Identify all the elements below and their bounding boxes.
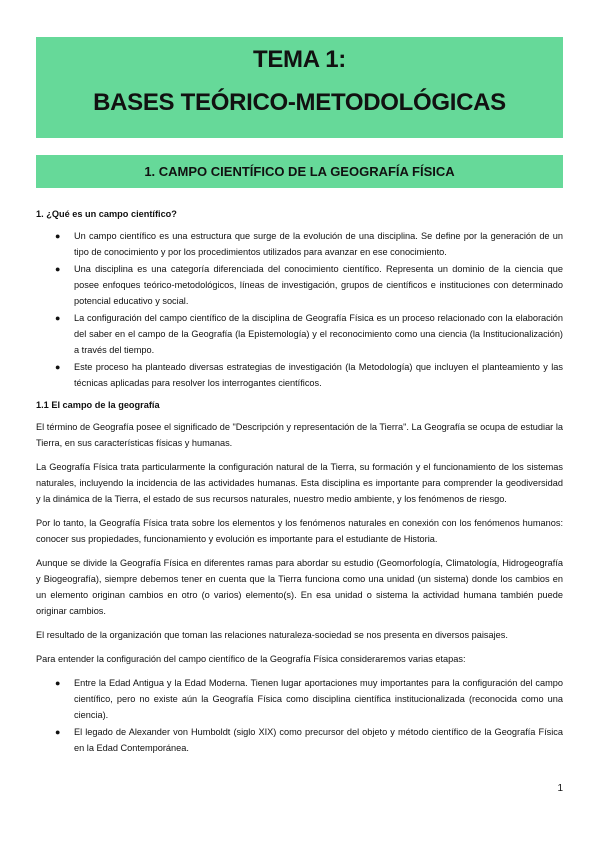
title-line-1: TEMA 1: — [252, 46, 346, 73]
document-body — [36, 206, 563, 762]
title-line-2: BASES TEÓRICO-METODOLÓGICAS — [93, 89, 506, 116]
paragraph: Para entender la configuración del campo científico de la Geografía Física consideraremos varias etapas: — [36, 654, 466, 664]
paragraph: Por lo tanto, la Geografía Física trata sobre los elementos y los fenómenos naturales en conexión con los fenómenos humanos: conocer sus propiedades, funcionamiento y evolución es importante para el estudiante de Historia. — [36, 518, 563, 544]
paragraph: El término de Geografía posee el significado de "Descripción y representación de la Tierra". La Geografía se ocupa de estudiar la Tierra, en sus características físicas y humanas. — [36, 422, 563, 448]
paragraph: La Geografía Física trata particularmente la configuración natural de la Tierra, su formación y el funcionamiento de los sistemas naturales, incluyendo la incidencia de las actividades humanas. Esta disciplina es importante para comprender la geodiversidad y la dinámica de la Tierra, el estado de sus recursos naturales, nuestro medio ambiente, y los fenómenos de riesgo. — [36, 462, 563, 504]
list-item: ● Un campo científico es una estructura que surge de la evolución de una disciplina. Se define por la generación de un tipo de conocimiento y por los procedimientos utilizados para avanzar en ese conocimiento. — [36, 228, 563, 260]
question-heading: 1. ¿Qué es un campo científico? — [36, 209, 177, 219]
section-banner — [36, 155, 563, 188]
paragraph: El resultado de la organización que toman las relaciones naturaleza-sociedad se nos presenta en diversos paisajes. — [36, 630, 508, 640]
subsection-heading: 1.1 El campo de la geografía — [36, 400, 160, 410]
list-item: ● Entre la Edad Antigua y la Edad Moderna. Tienen lugar aportaciones muy importantes para la configuración del campo científico, pero no existe aún la Geografía Física como disciplina científica institucionalizada (reconocida como una ciencia). — [36, 675, 563, 723]
bullet-icon: ● — [55, 727, 61, 737]
list-item: ● La configuración del campo científico de la disciplina de Geografía Física es un proceso relacionado con la elaboración del saber en el campo de la Geografía (la Epistemología) y el reconocimiento como una ciencia (la Institucionalización) a través del tiempo. — [36, 310, 563, 358]
bullet-icon: ● — [55, 678, 61, 688]
stages-list — [36, 675, 563, 756]
list-item: ● El legado de Alexander von Humboldt (siglo XIX) como precursor del objeto y método científico de la Geografía Física en la Edad Contemporánea. — [36, 724, 563, 756]
title-banner — [36, 37, 563, 138]
definition-list — [36, 228, 563, 391]
bullet-icon: ● — [55, 264, 61, 274]
section-title: 1. CAMPO CIENTÍFICO DE LA GEOGRAFÍA FÍSICA — [144, 164, 455, 179]
page-number: 1 — [557, 783, 563, 794]
bullet-icon: ● — [55, 313, 61, 323]
paragraph: Aunque se divide la Geografía Física en diferentes ramas para abordar su estudio (Geomorfología, Climatología, Hidrogeografía y Biogeografía), siempre debemos tener en cuenta que la Tierra funciona como una unidad (un sistema) donde los cambios en un elemento originan cambios en otro (o varios) elemento(s). En esa unidad o sistema la actividad humana también puede originar cambios. — [36, 558, 563, 616]
bullet-icon: ● — [55, 362, 61, 372]
list-item: ● Este proceso ha planteado diversas estrategias de investigación (la Metodología) que incluyen el planteamiento y las técnicas aplicadas para resolver los interrogantes científicos. — [36, 359, 563, 391]
bullet-icon: ● — [55, 231, 61, 241]
list-item: ● Una disciplina es una categoría diferenciada del conocimiento científico. Representa un dominio de la ciencia que posee enfoques teórico-metodológicos, líneas de investigación, grupos de científicos e instituciones con determinado potencial educativo y social. — [36, 261, 563, 309]
